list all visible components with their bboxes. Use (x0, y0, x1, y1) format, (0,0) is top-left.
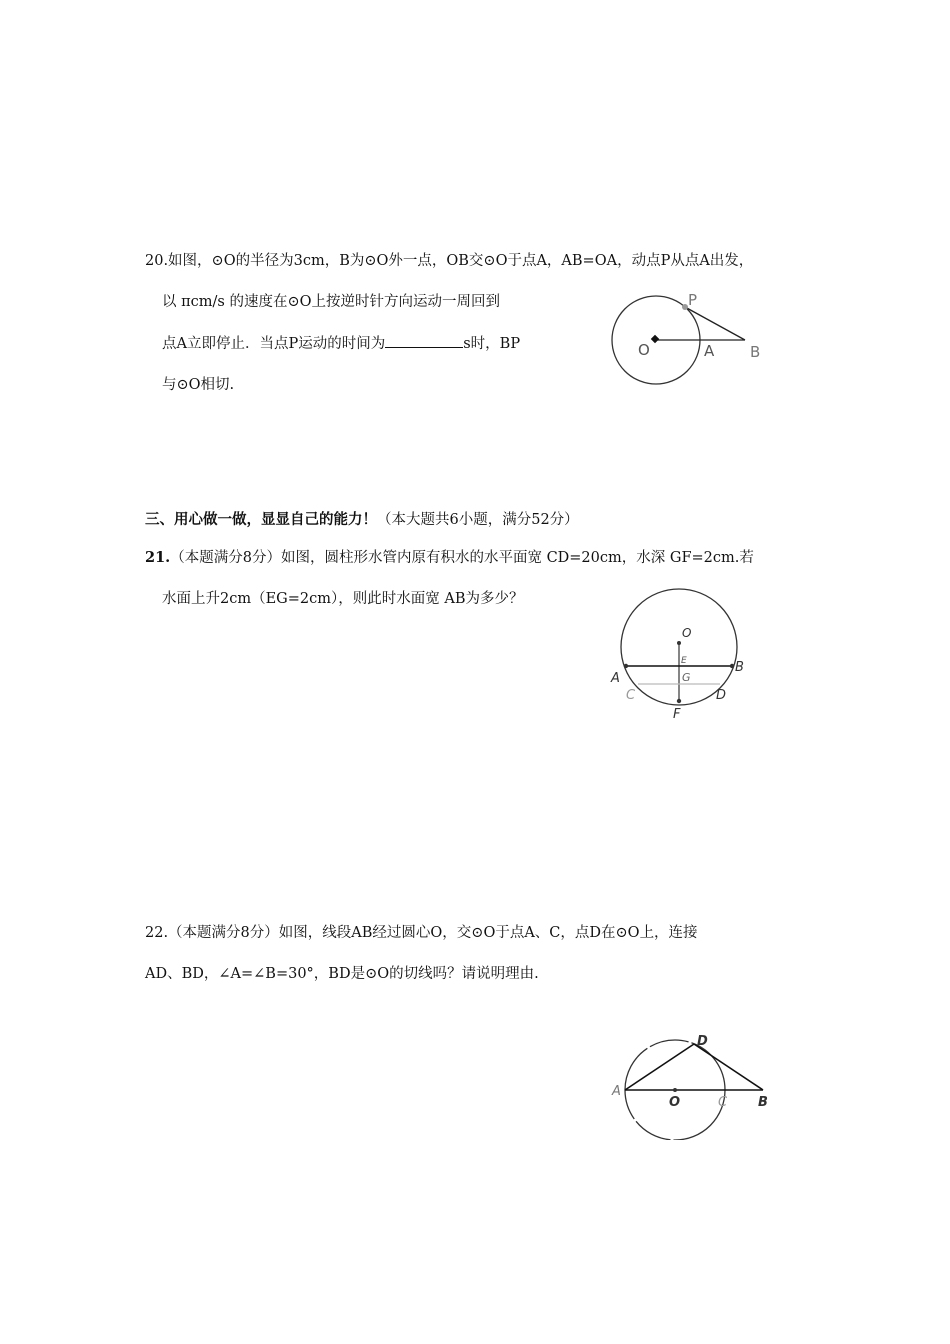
q21-line-2: 水面上升2cm（EG=2cm），则此时水面宽 AB为多少？ (162, 591, 524, 607)
section-note: （本大题共6小题，满分52分） (377, 512, 579, 528)
point-o-dot (673, 1088, 677, 1092)
answer-blank (385, 333, 463, 348)
point-a-dot (624, 664, 628, 668)
label-a: A (704, 342, 715, 360)
label-b: B (758, 1095, 768, 1110)
q20-line-3-tail: s时，BP (463, 336, 521, 352)
label-d: D (716, 688, 727, 703)
label-c: C (626, 688, 636, 703)
label-a: A (611, 671, 620, 686)
label-e: E (681, 656, 687, 666)
point-f-dot (677, 699, 681, 703)
q22-line-1: 22.（本题满分8分）如图，线段AB经过圆心O，交⊙O于点A、C，点D在⊙O上，连接 (145, 925, 698, 941)
q22-tangent-figure (608, 1030, 778, 1140)
label-b: B (750, 343, 761, 361)
label-p: P (688, 291, 698, 309)
q20-line-4: 与⊙O相切. (162, 377, 235, 393)
label-o: O (669, 1095, 681, 1110)
label-b: B (735, 660, 744, 675)
segment-ad (625, 1044, 694, 1090)
q20-line-3 (162, 333, 520, 354)
section-title: 三、用心做一做，显显自己的能力！ (145, 511, 377, 528)
point-o-dot (677, 641, 681, 645)
q20-line-3-text: 点A立即停止．当点P运动的时间为 (162, 336, 386, 352)
q20-line-2: 以 πcm/s 的速度在⊙O上按逆时针方向运动一周回到 (162, 294, 500, 310)
label-o: O (682, 626, 692, 640)
label-f: F (673, 707, 681, 722)
label-g: G (682, 671, 691, 684)
q20-circle-figure (600, 285, 780, 395)
label-a: A (612, 1084, 621, 1099)
label-c: C (718, 1095, 728, 1110)
q22-line-2: AD、BD，∠A=∠B=30°，BD是⊙O的切线吗？请说明理由. (145, 966, 539, 982)
q21-text-1: （本题满分8分）如图，圆柱形水管内原有积水的水平面宽 CD=20cm，水深 GF=2cm.若 (170, 550, 754, 566)
q21-number: 21. (145, 549, 171, 566)
point-b-dot (730, 664, 734, 668)
label-d: D (697, 1034, 708, 1049)
q21-pipe-figure (602, 585, 767, 725)
center-dot (651, 335, 659, 343)
segment-pb (685, 307, 745, 340)
q20-line-1: 20.如图，⊙O的半径为3cm，B为⊙O外一点，OB交⊙O于点A，AB=OA，动点P从点A出发， (145, 253, 754, 269)
label-o: O (638, 341, 650, 359)
segment-bd (694, 1044, 763, 1090)
section-heading (145, 510, 579, 530)
q21-line-1 (145, 548, 754, 568)
